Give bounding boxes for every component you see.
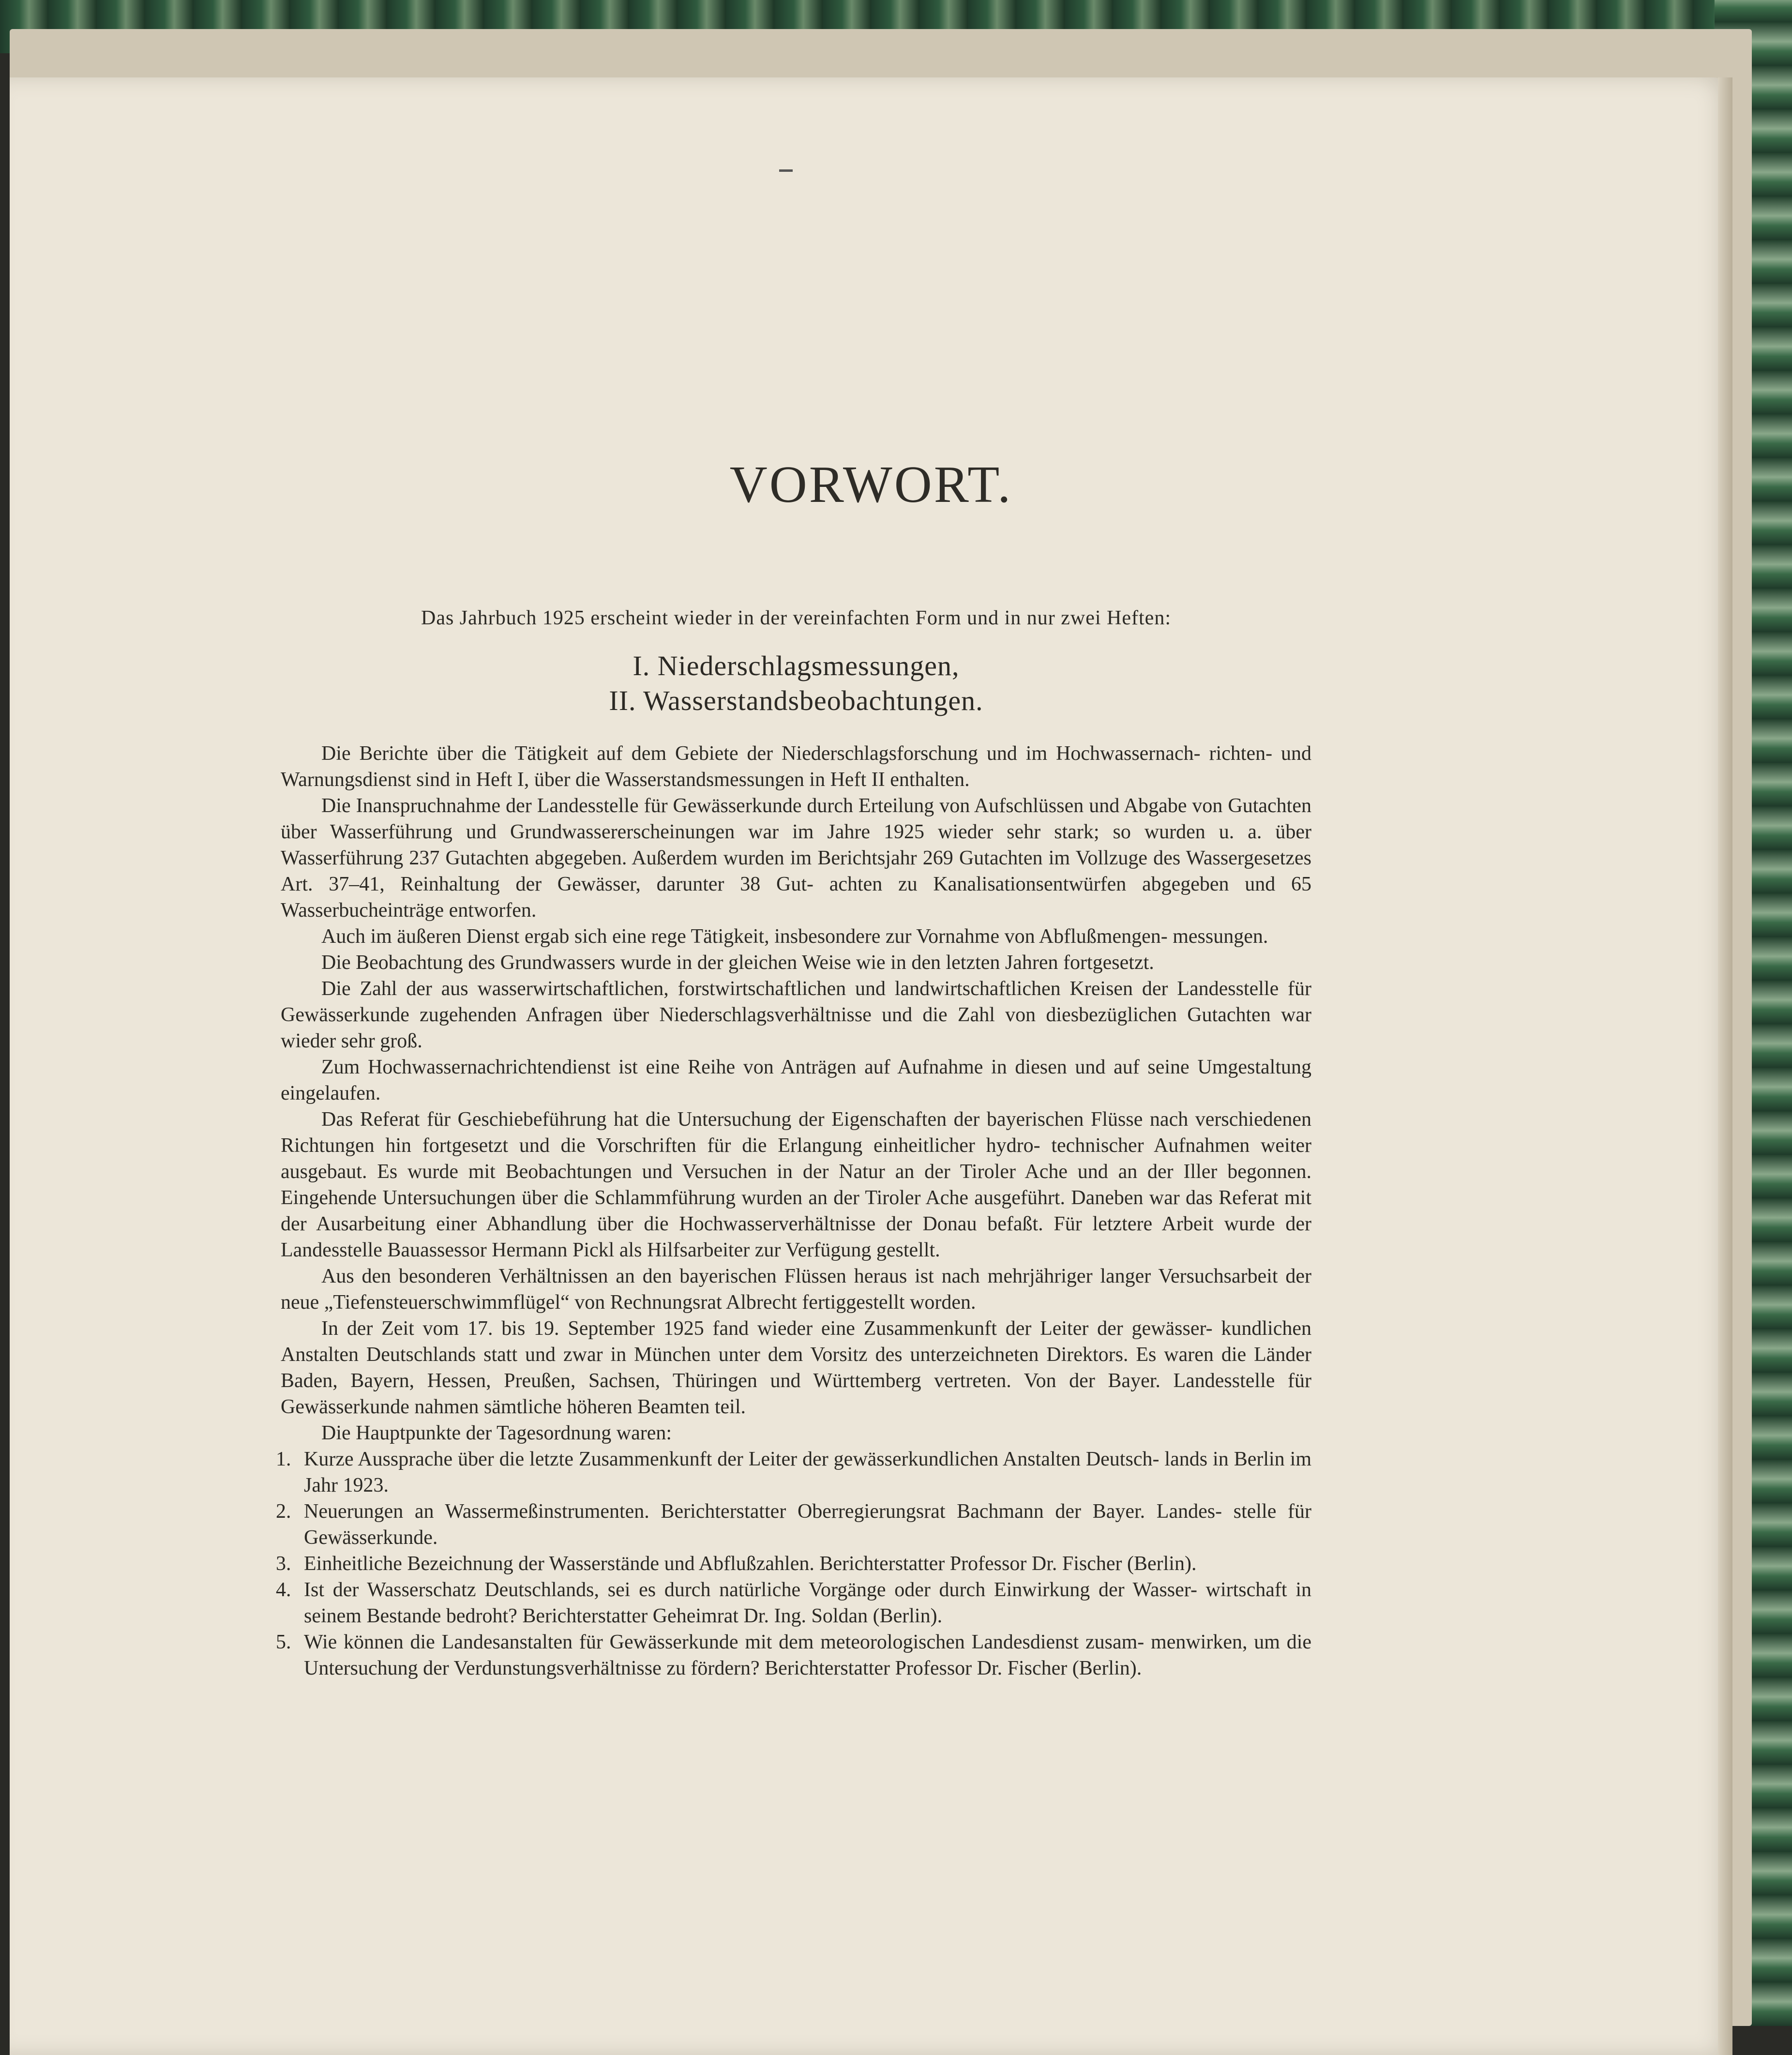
volume-2: II. Wasserstandsbeobachtungen. — [609, 685, 983, 716]
agenda-number: 5. — [276, 1631, 291, 1653]
paragraph: Die Berichte über die Tätigkeit auf dem Gebiete der Niederschlagsforschung und im Hochwassernach- richten- und Warnungsdienst sind in Heft I, über die Wasserstandsmessungen in Heft II enthalten. — [281, 742, 1311, 791]
page-body — [276, 605, 1311, 1681]
volume-1: I. Niederschlagsmessungen, — [632, 650, 960, 681]
agenda-item — [276, 1577, 1311, 1629]
agenda-number: 3. — [276, 1553, 291, 1575]
agenda-number: 1. — [276, 1448, 291, 1470]
paragraph: Die Zahl der aus wasserwirtschaftlichen, forstwirtschaftlichen und landwirtschaftlichen Kreisen der Landesstelle für Gewässerkunde zugehenden Anfragen über Niederschlagsverhältnisse und die Zahl von diesbezüglichen Gutachten war wieder sehr groß. — [281, 978, 1311, 1052]
agenda-item — [276, 1629, 1311, 1681]
agenda-number: 2. — [276, 1500, 291, 1523]
page-mark — [779, 169, 793, 172]
intro-text: Das Jahrbuch 1925 erscheint wieder in der vereinfachten Form und in nur zwei Heften: — [421, 607, 1171, 629]
paragraph: In der Zeit vom 17. bis 19. September 1925 fand wieder eine Zusammenkunft der Leiter der gewässer- kundlichen Anstalten Deutschlands statt und zwar in München unter dem Vorsitz des unterzeichneten Direktors. Es waren die Länder Baden, Bayern, Hessen, Preußen, Sachsen, Thüringen und Württemberg vertreten. Von der Bayer. Landesstelle für Gewässerkunde nahmen sämtliche höheren Beamten teil. — [281, 1317, 1311, 1418]
agenda-item — [276, 1498, 1311, 1551]
agenda-text: Wie können die Landesanstalten für Gewässerkunde mit dem meteorologischen Landesdienst zusam- menwirken, um die Untersuchung der Verdunstungsverhältnisse zu fördern? Berichterstatter Professor Dr. Fischer (Berlin). — [304, 1631, 1311, 1679]
page-stack — [10, 29, 1752, 2026]
agenda-text: Neuerungen an Wassermeßinstrumenten. Berichterstatter Oberregierungsrat Bachmann der Bayer. Landes- stelle für Gewässerkunde. — [304, 1500, 1311, 1549]
paragraph: Die Beobachtung des Grundwassers wurde in der gleichen Weise wie in den letzten Jahren fortgesetzt. — [321, 952, 1154, 974]
agenda-text: Einheitliche Bezeichnung der Wasserstände und Abflußzahlen. Berichterstatter Professor Dr. Fischer (Berlin). — [304, 1553, 1197, 1575]
page-edge — [1718, 77, 1732, 2055]
page-title: VORWORT. — [729, 456, 1013, 514]
paragraph: Das Referat für Geschiebeführung hat die Untersuchung der Eigenschaften der bayerischen Flüsse nach verschiedenen Richtungen hin fortgesetzt und die Vorschriften für die Erlangung einheitlicher hydro- technischer Aufnahmen weiter ausgebaut. Es wurde mit Beobachtungen und Versuchen in der Natur an der Tiroler Ache und an der Iller begonnen. Eingehende Untersuchungen über die Schlammführung wurden an der Tiroler Ache ausgeführt. Daneben war das Referat mit der Ausarbeitung einer Abhandlung über die Hochwasserverhältnisse der Donau befaßt. Für letztere Arbeit wurde der Landesstelle Bauassessor Hermann Pickl als Hilfsarbeiter zur Verfügung gestellt. — [281, 1108, 1311, 1261]
agenda-text: Ist der Wasserschatz Deutschlands, sei es durch natürliche Vorgänge oder durch Einwirkung der Wasser- wirtschaft in seinem Bestande bedroht? Berichterstatter Geheimrat Dr. Ing. Soldan (Berlin). — [304, 1579, 1311, 1627]
volume-list — [281, 649, 1311, 718]
agenda-text: Kurze Aussprache über die letzte Zusammenkunft der Leiter der gewässerkundlichen Anstalten Deutsch- lands in Berlin im Jahr 1923. — [304, 1448, 1311, 1496]
paragraph: Aus den besonderen Verhältnissen an den bayerischen Flüssen heraus ist nach mehrjähriger langer Versuchsarbeit der neue „Tiefensteuerschwimmflügel“ von Rechnungsrat Albrecht fertiggestellt worden. — [281, 1265, 1311, 1314]
agenda-number: 4. — [276, 1579, 291, 1601]
paragraph: Die Inanspruchnahme der Landesstelle für Gewässerkunde durch Erteilung von Aufschlüssen und Abgabe von Gutachten über Wasserführung und Grundwassererscheinungen war im Jahre 1925 wieder sehr stark; so wurden u. a. über Wasserführung 237 Gutachten abgegeben. Außerdem wurden im Berichtsjahr 269 Gutachten im Vollzuge des Wassergesetzes Art. 37–41, Reinhaltung der Gewässer, darunter 38 Gut- achten zu Kanalisationsentwürfen abgegeben und 65 Wasserbucheinträge entworfen. — [281, 795, 1311, 922]
page — [10, 77, 1732, 2055]
paragraph: Zum Hochwassernachrichtendienst ist eine Reihe von Anträgen auf Aufnahme in diesen und auf seine Umgestaltung eingelaufen. — [281, 1056, 1311, 1104]
agenda-intro: Die Hauptpunkte der Tagesordnung waren: — [321, 1422, 672, 1444]
agenda-item — [276, 1551, 1311, 1577]
agenda-item — [276, 1446, 1311, 1498]
paragraph: Auch im äußeren Dienst ergab sich eine rege Tätigkeit, insbesondere zur Vornahme von Abflußmengen- messungen. — [321, 925, 1268, 948]
agenda-list — [276, 1446, 1311, 1681]
